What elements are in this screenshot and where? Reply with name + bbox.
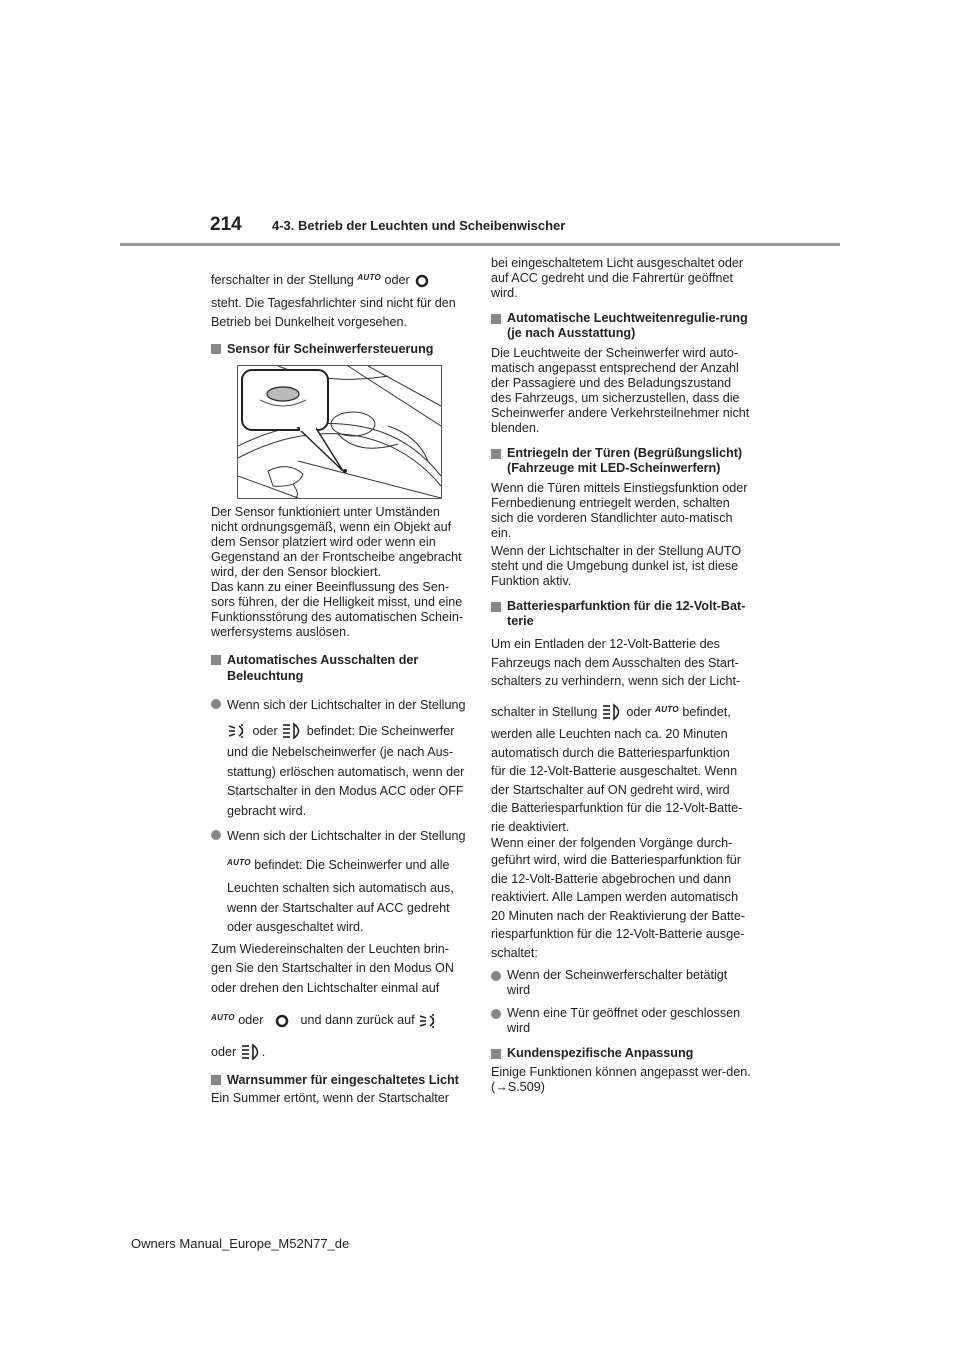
bullet-2-line-d: wenn der Startschalter auf ACC gedreht — [227, 900, 450, 915]
left-column-lower — [211, 505, 466, 1106]
bullet-1-line-d: und die Nebelscheinwerfer (je nach Aus- — [227, 745, 454, 759]
heading-battery-saver: Batteriesparfunktion für die 12-Volt-Bat-terie — [491, 599, 753, 629]
bullet-2-line-e: oder ausgeschaltet wird. — [227, 920, 364, 934]
sensor-illustration — [237, 365, 442, 499]
headlight-icon — [601, 703, 623, 721]
headlight-icon — [281, 722, 303, 740]
left-p1c: steht. Die Tagesfahrlichter sind nicht für den — [211, 296, 456, 310]
headlight-fog-icon — [227, 723, 249, 739]
bullet-2-line-b: befindet: Die Scheinwerfer und alle — [254, 857, 450, 872]
left-column — [211, 268, 466, 357]
bullet-2-line-a: Wenn sich der Lichtschalter in der Stellung — [211, 827, 466, 847]
battery-line-3: schalters zu verhindern, wenn sich der Licht- — [491, 674, 741, 688]
battery-bullet-2: Wenn eine Tür geöffnet oder geschlossen wird — [491, 1006, 753, 1036]
headlight-fog-icon — [418, 1013, 440, 1029]
customization-text: Einige Funktionen können angepasst wer-den. (→S.509) — [491, 1065, 751, 1095]
auto-icon: AUTO — [655, 704, 679, 714]
battery-line-11: Wenn einer der folgenden Vorgänge durch- — [491, 836, 733, 851]
battery-line-9: die Batteriesparfunktion für die 12-Volt-Batte- — [491, 801, 743, 816]
bullet-1-line-g: gebracht wird. — [227, 803, 307, 818]
bullet-1-oder: oder — [252, 723, 278, 738]
sensor-text: Der Sensor funktioniert unter Umständen nicht ordnungsgemäß, wenn ein Objekt auf dem Sensor platziert wird oder wenn ein Gegenstand an der Frontscheibe angebracht wird, der den Sensor blockiert. — [211, 505, 462, 579]
battery-line-14: reaktiviert. Alle Lampen werden automatisch — [491, 890, 739, 905]
heading-customization: Kundenspezifische Anpassung — [491, 1046, 753, 1061]
left-p1a: ferschalter in der Stellung — [211, 273, 354, 287]
parking-light-icon — [273, 1013, 291, 1029]
restore-line-3: oder drehen den Lichtschalter einmal auf — [211, 980, 440, 995]
right-column — [491, 256, 753, 1095]
battery-line-8: der Startschalter auf ON gedreht wird, wird — [491, 782, 730, 797]
right-p1: bei eingeschaltetem Licht ausgeschaltet oder auf ACC gedreht und die Fahrertür geöffnet wird. — [491, 256, 744, 300]
left-p1d: Betrieb bei Dunkelheit vorgesehen. — [211, 315, 408, 329]
battery-line-17: schaltet: — [491, 945, 538, 960]
battery-line-12: geführt wird, wird die Batteriesparfunktion für — [491, 853, 741, 868]
footer-text: Owners Manual_Europe_M52N77_de — [131, 1236, 350, 1251]
sensor-text-2: Das kann zu einer Beeinflussung des Sen-sors führen, der die Helligkeit misst, und eine Funktionsstörung des automatischen Schein-werfersystems auslösen. — [211, 580, 464, 639]
battery-line-4b: oder — [626, 704, 652, 719]
battery-line-4a: schalter in Stellung — [491, 704, 598, 719]
bullet-1-line-a: Wenn sich der Lichtschalter in der Stellung — [211, 696, 466, 716]
left-p1b: oder — [384, 273, 410, 287]
bullet-1-line-c: befindet: Die Scheinwerfer — [306, 723, 455, 738]
battery-bullet-1: Wenn der Scheinwerferschalter betätigt wird — [491, 968, 753, 998]
battery-line-10: rie deaktiviert. — [491, 819, 570, 834]
welcome-text-2: Wenn der Lichtschalter in der Stellung AUTO steht und die Umgebung dunkel ist, ist diese Funktion aktiv. — [491, 544, 742, 588]
restore-oder-2: oder — [211, 1044, 237, 1059]
headlight-icon — [240, 1043, 262, 1061]
battery-line-4c: befindet, — [682, 704, 731, 719]
heading-welcome-light: Entriegeln der Türen (Begrüßungslicht) (Fahrzeuge mit LED-Scheinwerfern) — [491, 446, 753, 476]
battery-line-1: Um ein Entladen der 12-Volt-Batterie des — [491, 637, 720, 651]
battery-line-16: riesparfunktion für die 12-Volt-Batterie ausge- — [491, 927, 745, 942]
battery-line-2: Fahrzeugs nach dem Ausschalten des Start- — [491, 655, 739, 670]
parking-light-icon — [413, 273, 431, 289]
bullet-2-line-c: Leuchten schalten sich automatisch aus, — [227, 881, 454, 895]
restore-oder: oder — [238, 1013, 264, 1027]
leveling-text: Die Leuchtweite der Scheinwerfer wird auto-matisch angepasst entsprechend der Anzahl der Passagiere und des Beladungszustand des Fahrzeugs, um sicherzustellen, dass die Scheinwerfer andere Verkehrsteilnehmer nicht blenden. — [491, 346, 750, 435]
bullet-1-line-e: stattung) erlöschen automatisch, wenn der — [227, 764, 465, 779]
battery-line-13: die 12-Volt-Batterie abgebrochen und dann — [491, 871, 732, 886]
welcome-text: Wenn die Türen mittels Einstiegsfunktion oder Fernbedienung entriegelt werden, schalten sich die vorderen Standlichter auto-matisch ein. — [491, 481, 748, 540]
restore-period: . — [261, 1044, 266, 1059]
heading-buzzer: Warnsummer für eingeschaltetes Licht — [211, 1072, 466, 1088]
section-title: 4-3. Betrieb der Leuchten und Scheibenwischer — [272, 218, 566, 233]
battery-line-7: für die 12-Volt-Batterie ausgeschaltet. Wenn — [491, 764, 738, 779]
buzzer-text: Ein Summer ertönt, wenn der Startschalter — [211, 1091, 449, 1105]
auto-icon: AUTO — [357, 273, 382, 282]
restore-line-2: gen Sie den Startschalter in den Modus ON — [211, 961, 454, 975]
heading-auto-off: Automatisches Ausschalten der Beleuchtung — [211, 652, 466, 684]
page-number: 214 — [210, 214, 242, 235]
restore-line-1: Zum Wiedereinschalten der Leuchten brin- — [211, 941, 450, 956]
heading-leveling: Automatische Leuchtweitenregulie-rung (je nach Ausstattung) — [491, 311, 753, 341]
bullet-1-line-f: Startschalter in den Modus ACC oder OFF — [227, 784, 464, 798]
battery-line-5: werden alle Leuchten nach ca. 20 Minuten — [491, 727, 728, 742]
battery-line-6: automatisch durch die Batteriesparfunktion — [491, 745, 730, 760]
heading-sensor: Sensor für Scheinwerfersteuerung — [211, 341, 466, 357]
auto-icon: AUTO — [227, 857, 251, 867]
battery-line-15: 20 Minuten nach der Reaktivierung der Batte- — [491, 908, 746, 923]
header-rule — [120, 243, 840, 246]
restore-und: und dann zurück auf — [300, 1013, 415, 1027]
auto-icon: AUTO — [211, 1013, 235, 1022]
